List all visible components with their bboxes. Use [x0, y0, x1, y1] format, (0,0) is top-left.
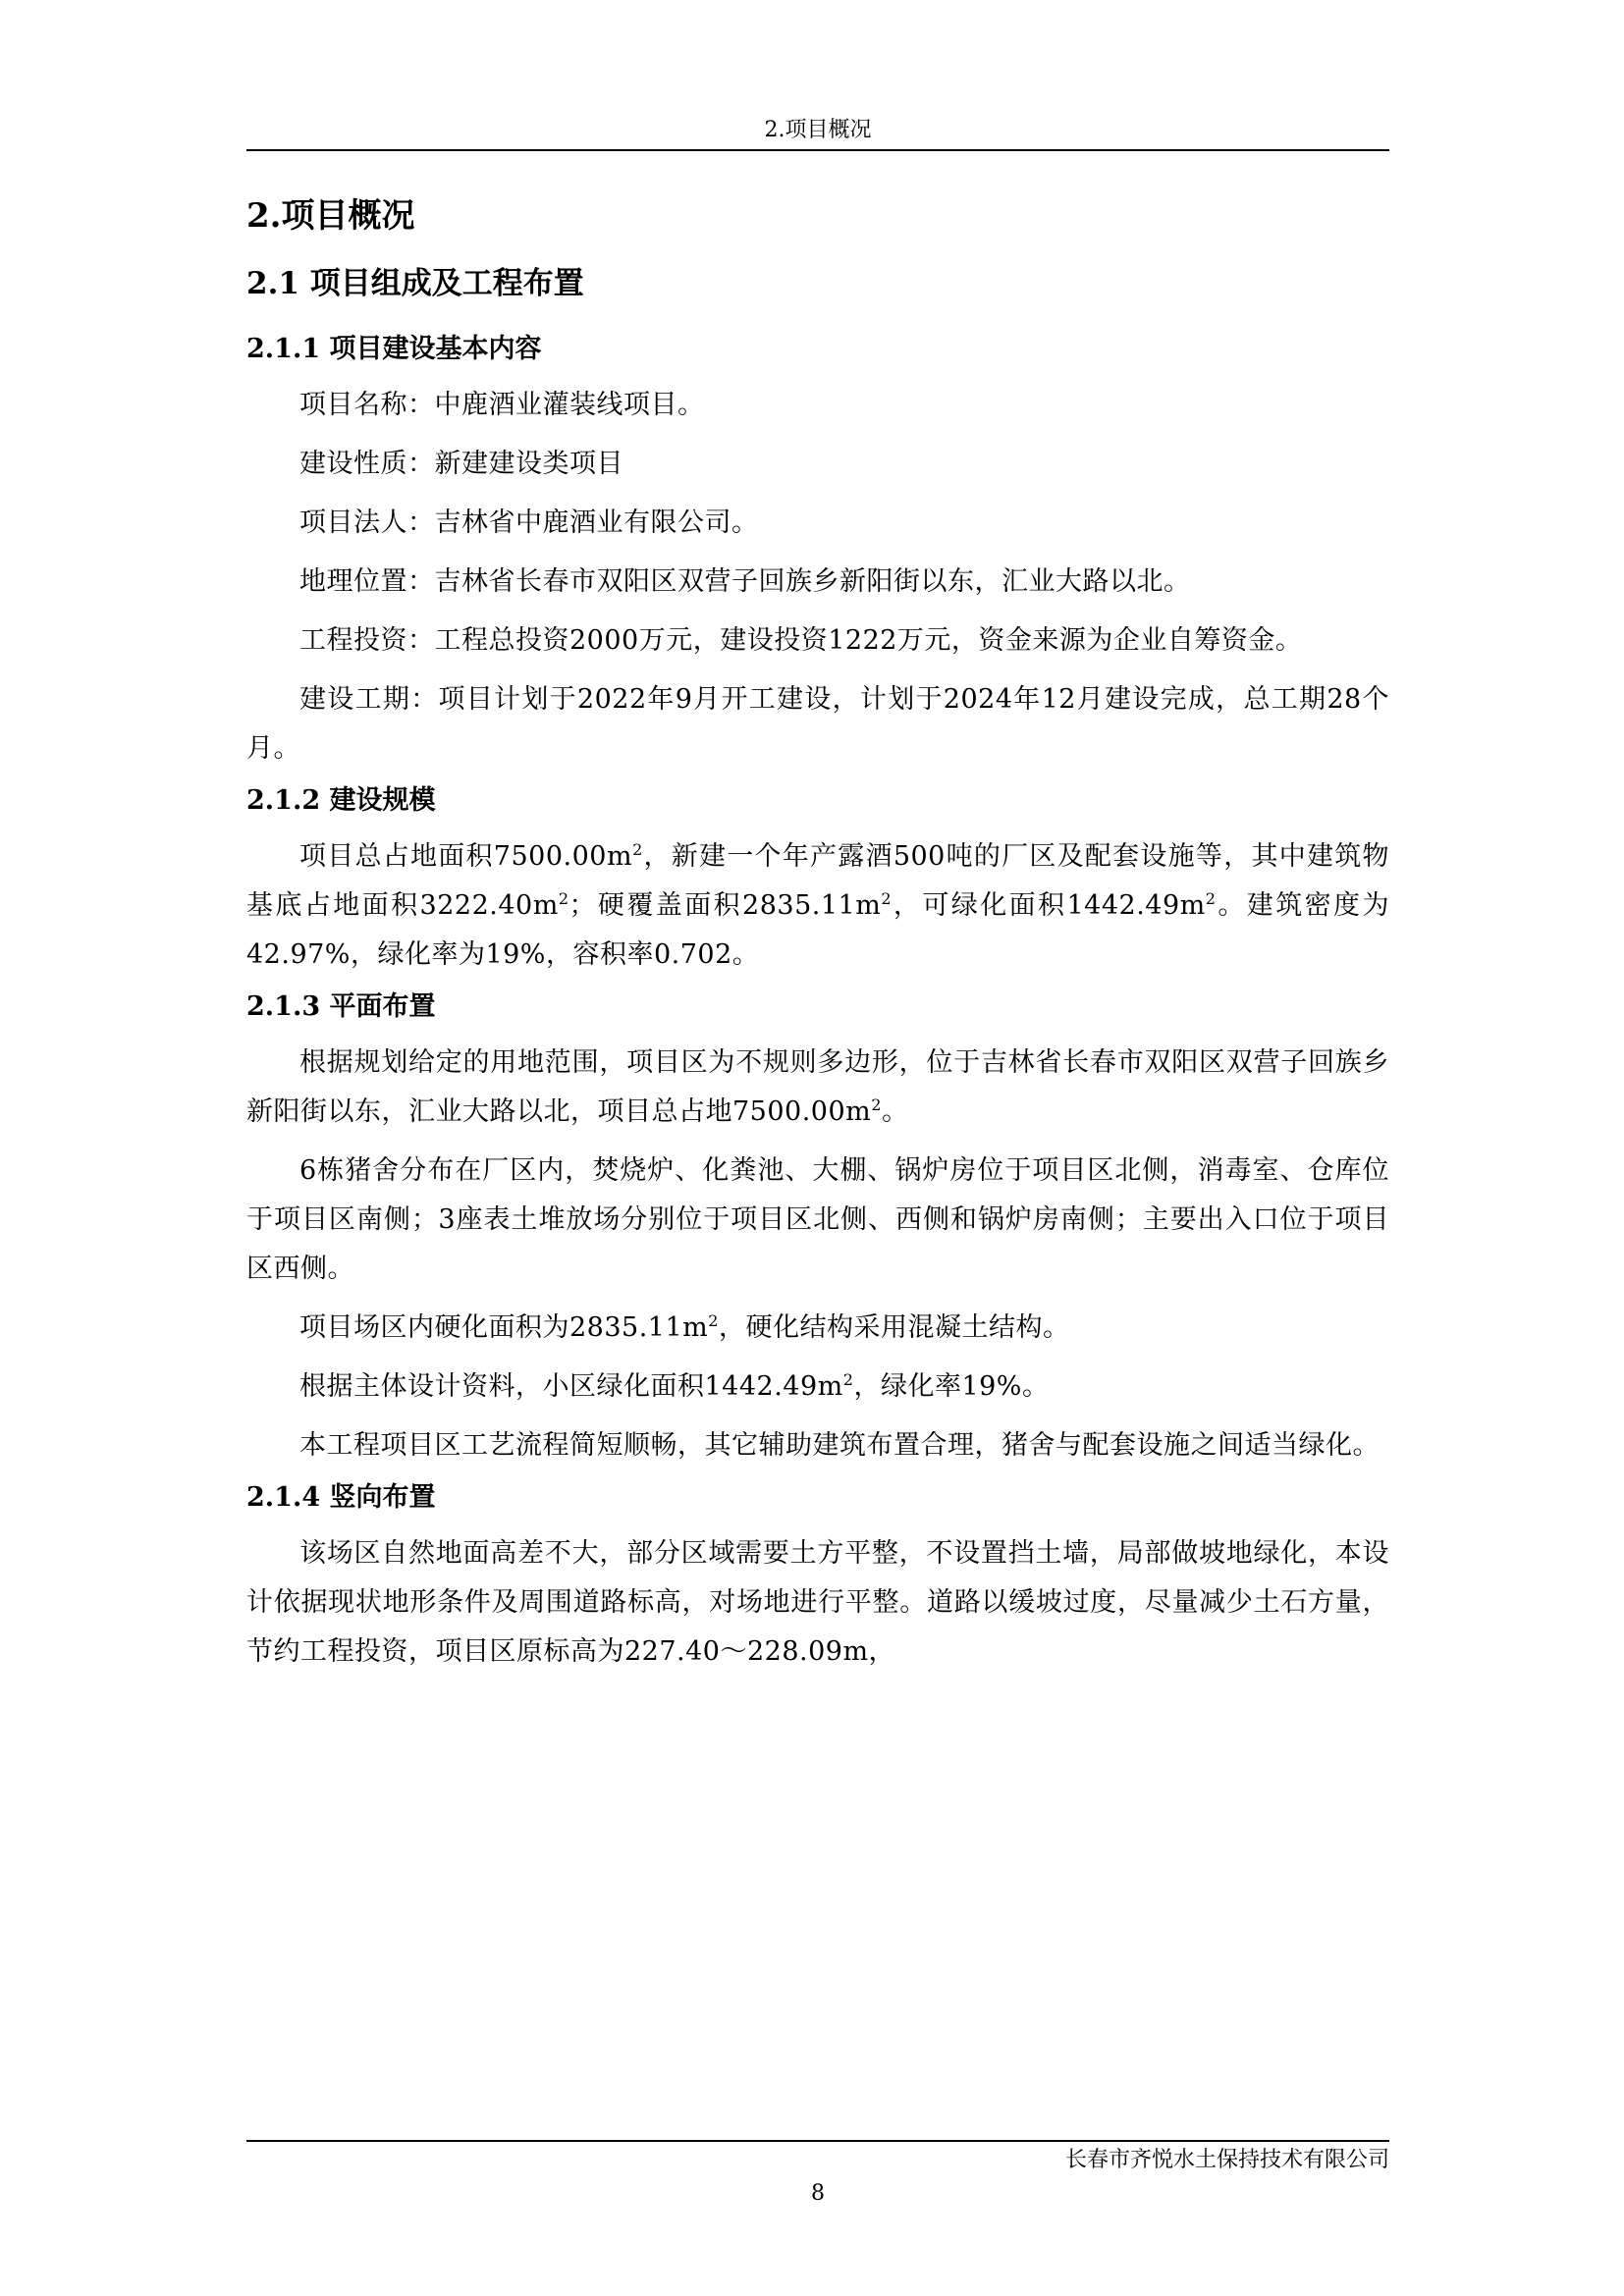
scale-text-4: ，可绿化面积1442.49m [892, 890, 1206, 921]
section-title: 2.项目概况 [246, 196, 415, 236]
heading-scale: 2.1.2 建设规模 [246, 785, 436, 816]
footer-company: 长春市齐悦水土保持技术有限公司 [1064, 2148, 1389, 2172]
superscript-2: 2 [842, 1370, 854, 1389]
page-number: 8 [811, 2181, 825, 2206]
layout-p1-end: 。 [881, 1096, 909, 1127]
superscript-2: 2 [1205, 889, 1217, 908]
header-rule [246, 149, 1389, 151]
paragraph-vertical: 该场区自然地面高差不大，部分区域需要土方平整，不设置挡土墙，局部做坡地绿化，本设计依据现状地形条件及周围道路标高，对场地进行平整。道路以缓坡过度，尽量减少土石方量，节约工程投资，项目区原标高为227.40～228.09m， [246, 1538, 1389, 1667]
paragraph-project-name: 项目名称：中鹿酒业灌装线项目。 [299, 390, 705, 420]
paragraph-layout-buildings: 6栋猪舍分布在厂区内，焚烧炉、化粪池、大棚、锅炉房位于项目区北侧，消毒室、仓库位于项目区南侧；3座表土堆放场分别位于项目区北侧、西侧和锅炉房南侧；主要出入口位于项目区西侧。 [246, 1155, 1389, 1284]
paragraph-scale [246, 832, 1389, 980]
layout-p4-end: ，绿化率19%。 [853, 1371, 1050, 1402]
scale-text-5: 。建筑密度为42.97%，绿化率为19%，容积率0.702。 [246, 890, 1389, 970]
subsection-title: 2.1 项目组成及工程布置 [246, 266, 584, 301]
superscript-2: 2 [708, 1311, 719, 1330]
paragraph-layout-green [246, 1362, 1389, 1412]
superscript-2: 2 [558, 889, 569, 908]
paragraph-layout-process: 本工程项目区工艺流程简短顺畅，其它辅助建筑布置合理，猪舍与配套设施之间适当绿化。 [299, 1430, 1380, 1461]
heading-vertical: 2.1.4 竖向布置 [246, 1482, 436, 1513]
document-body [246, 194, 1389, 1686]
scale-text-1: 项目总占地面积7500.00m [299, 841, 633, 872]
scale-text-3: ；硬覆盖面积2835.11m [568, 890, 882, 921]
paragraph-schedule: 建设工期：项目计划于2022年9月开工建设，计划于2024年12月建设完成，总工期28个月。 [246, 684, 1389, 764]
heading-layout: 2.1.3 平面布置 [246, 991, 436, 1022]
layout-p4-text: 根据主体设计资料，小区绿化面积1442.49m [299, 1371, 843, 1402]
superscript-2: 2 [632, 840, 643, 859]
heading-basic-content: 2.1.1 项目建设基本内容 [246, 334, 542, 364]
layout-p3-text: 项目场区内硬化面积为2835.11m [299, 1312, 709, 1343]
paragraph-investment: 工程投资：工程总投资2000万元，建设投资1222万元，资金来源为企业自筹资金。 [299, 625, 1303, 656]
layout-p3-end: ，硬化结构采用混凝土结构。 [718, 1312, 1070, 1343]
footer-rule [246, 2140, 1389, 2142]
superscript-2: 2 [871, 1095, 882, 1114]
layout-p1-text: 根据规划给定的用地范围，项目区为不规则多边形，位于吉林省长春市双阳区双营子回族乡新阳街以东，汇业大路以北，项目总占地7500.00m [246, 1047, 1389, 1127]
superscript-2: 2 [881, 889, 892, 908]
running-header: 2.项目概况 [764, 118, 872, 142]
paragraph-layout-site [246, 1039, 1389, 1137]
paragraph-layout-hardened [246, 1304, 1389, 1353]
scale-text-2: ，新建一个年产露酒500吨的厂区及配套设施等，其中建筑物基底占地面积3222.40m [246, 841, 1389, 921]
paragraph-construction-nature: 建设性质：新建建设类项目 [299, 449, 623, 479]
paragraph-location: 地理位置：吉林省长春市双阳区双营子回族乡新阳街以东，汇业大路以北。 [299, 566, 1191, 597]
paragraph-project-owner: 项目法人：吉林省中鹿酒业有限公司。 [299, 507, 759, 538]
